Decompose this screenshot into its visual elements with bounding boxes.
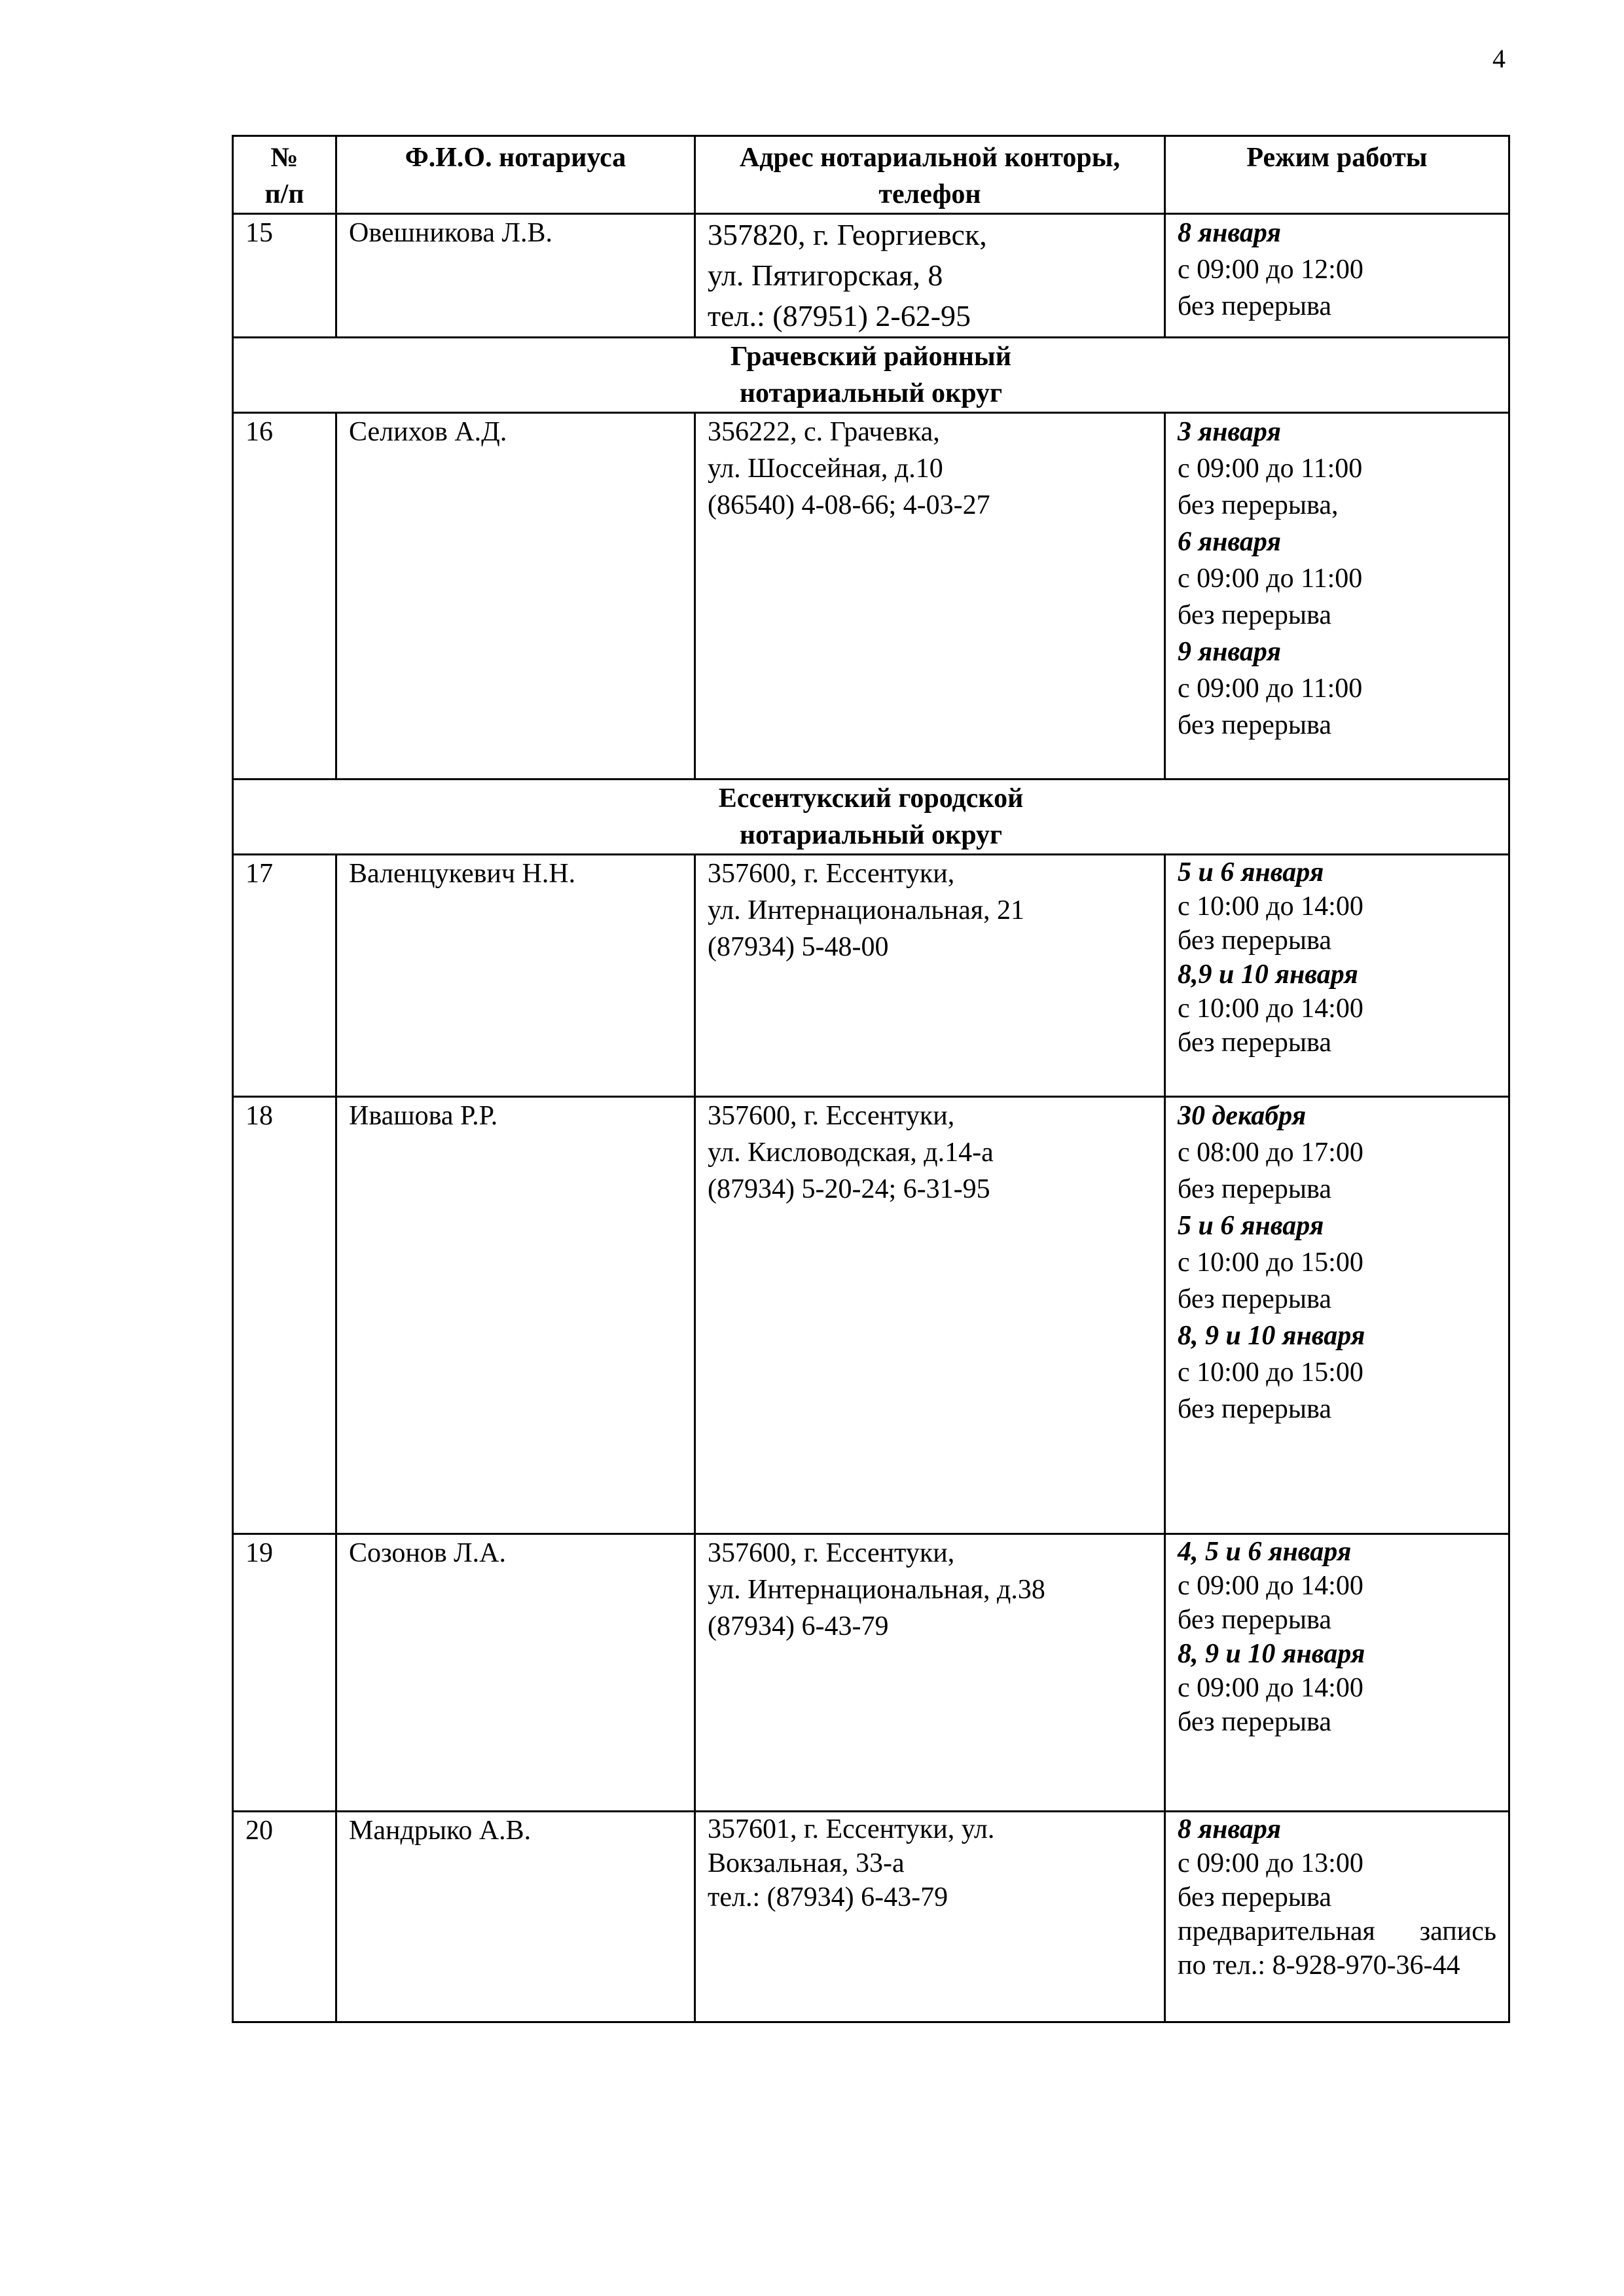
work-schedule <box>1165 413 1509 780</box>
header-num <box>233 136 336 214</box>
section-row <box>233 780 1509 855</box>
schedule-note: без перерыва <box>1178 1707 1331 1737</box>
notary-name: Валенцукевич Н.Н. <box>336 855 695 1097</box>
notary-address <box>695 214 1165 338</box>
schedule-hours: с 10:00 до 14:00 <box>1178 994 1363 1024</box>
address-line: 357820, г. Георгиевск, <box>708 218 987 251</box>
notary-address <box>695 1097 1165 1534</box>
address-line: 356222, с. Грачевка, <box>708 417 940 447</box>
table-row <box>233 855 1509 1097</box>
address-line: 357601, г. Ессентуки, ул. <box>708 1814 995 1844</box>
address-line: ул. Интернациональная, д.38 <box>708 1575 1045 1605</box>
schedule-day: 5 и 6 января <box>1178 857 1324 888</box>
row-num: 16 <box>233 413 336 780</box>
schedule-day: 30 декабря <box>1178 1101 1307 1131</box>
schedule-hours: с 10:00 до 14:00 <box>1178 891 1363 922</box>
header-schedule: Режим работы <box>1165 136 1509 214</box>
notary-name: Селихов А.Д. <box>336 413 695 780</box>
address-line: (87934) 5-20-24; 6-31-95 <box>708 1174 990 1204</box>
work-schedule <box>1165 1097 1509 1534</box>
notary-name: Овешникова Л.В. <box>336 214 695 338</box>
schedule-note: без перерыва, <box>1178 490 1339 520</box>
address-line: ул. Пятигорская, 8 <box>708 259 943 292</box>
schedule-note: без перерыва <box>1178 1605 1331 1635</box>
schedule-hours: с 09:00 до 11:00 <box>1178 564 1363 594</box>
section-title-line: нотариальный округ <box>739 378 1003 408</box>
section-title-line: Ессентукский городской <box>718 783 1024 814</box>
table-row <box>233 1812 1509 2022</box>
schedule-note-word: запись <box>1419 1916 1496 1946</box>
schedule-note: без перерыва <box>1178 1882 1331 1912</box>
schedule-note: по тел.: 8-928-970-36-44 <box>1178 1950 1460 1981</box>
schedule-note: без перерыва <box>1178 1284 1331 1314</box>
header-name: Ф.И.О. нотариуса <box>336 136 695 214</box>
table-header-row <box>233 136 1509 214</box>
section-title-essentuki <box>233 780 1509 855</box>
schedule-day: 8,9 и 10 января <box>1178 960 1358 990</box>
section-title-line: нотариальный округ <box>739 820 1003 850</box>
header-address-line: телефон <box>878 179 981 209</box>
address-line: 357600, г. Ессентуки, <box>708 1101 955 1131</box>
schedule-day: 5 и 6 января <box>1178 1211 1324 1241</box>
schedule-day: 6 января <box>1178 527 1282 557</box>
table-row <box>233 1534 1509 1812</box>
notary-address <box>695 855 1165 1097</box>
schedule-note: без перерыва <box>1178 600 1331 630</box>
schedule-day: 9 января <box>1178 637 1282 667</box>
schedule-hours: с 10:00 до 15:00 <box>1178 1247 1363 1278</box>
schedule-day: 8 января <box>1178 218 1282 248</box>
address-line: (86540) 4-08-66; 4-03-27 <box>708 490 990 520</box>
schedule-hours: с 09:00 до 14:00 <box>1178 1571 1363 1601</box>
address-line: (87934) 6-43-79 <box>708 1611 889 1641</box>
notary-address <box>695 1812 1165 2022</box>
work-schedule <box>1165 1534 1509 1812</box>
row-num: 19 <box>233 1534 336 1812</box>
schedule-note: без перерыва <box>1178 1394 1331 1424</box>
header-num-line: № <box>270 143 298 173</box>
schedule-hours: с 09:00 до 11:00 <box>1178 454 1363 484</box>
row-num: 20 <box>233 1812 336 2022</box>
notary-name: Ивашова Р.Р. <box>336 1097 695 1534</box>
schedule-note: без перерыва <box>1178 1028 1331 1058</box>
row-num: 15 <box>233 214 336 338</box>
notary-name: Мандрыко А.В. <box>336 1812 695 2022</box>
schedule-hours: с 09:00 до 13:00 <box>1178 1848 1363 1878</box>
header-address <box>695 136 1165 214</box>
schedule-hours: с 10:00 до 15:00 <box>1178 1357 1363 1388</box>
header-num-line: п/п <box>264 179 304 209</box>
row-num: 18 <box>233 1097 336 1534</box>
address-line: 357600, г. Ессентуки, <box>708 1538 955 1568</box>
address-line: тел.: (87934) 6-43-79 <box>708 1882 948 1912</box>
work-schedule <box>1165 1812 1509 2022</box>
page-number: 4 <box>1492 44 1506 73</box>
address-line: ул. Интернациональная, 21 <box>708 895 1025 925</box>
schedule-hours: с 08:00 до 17:00 <box>1178 1138 1363 1168</box>
address-line: ул. Шоссейная, д.10 <box>708 454 943 484</box>
notary-name: Созонов Л.А. <box>336 1534 695 1812</box>
notary-address <box>695 1534 1165 1812</box>
schedule-note: без перерыва <box>1178 291 1331 321</box>
schedule-day: 4, 5 и 6 января <box>1178 1537 1352 1567</box>
notary-address <box>695 413 1165 780</box>
schedule-note: без перерыва <box>1178 1174 1331 1204</box>
schedule-hours: с 09:00 до 12:00 <box>1178 255 1363 285</box>
address-line: тел.: (87951) 2-62-95 <box>708 299 971 332</box>
section-row <box>233 338 1509 413</box>
header-address-line: Адрес нотариальной конторы, <box>739 143 1121 173</box>
work-schedule <box>1165 855 1509 1097</box>
schedule-day: 8 января <box>1178 1814 1282 1844</box>
table-row <box>233 413 1509 780</box>
row-num: 17 <box>233 855 336 1097</box>
address-line: Вокзальная, 33-а <box>708 1848 905 1878</box>
schedule-day: 3 января <box>1178 417 1282 447</box>
work-schedule <box>1165 214 1509 338</box>
schedule-note-word: предварительная <box>1178 1916 1375 1946</box>
table-row <box>233 214 1509 338</box>
schedule-note: без перерыва <box>1178 710 1331 740</box>
section-title-line: Грачевский районный <box>731 342 1011 372</box>
table-row <box>233 1097 1509 1534</box>
notary-schedule-table <box>232 135 1510 2023</box>
address-line: (87934) 5-48-00 <box>708 932 889 962</box>
section-title-grachevsky <box>233 338 1509 413</box>
schedule-hours: с 09:00 до 14:00 <box>1178 1673 1363 1703</box>
schedule-hours: с 09:00 до 11:00 <box>1178 673 1363 704</box>
address-line: 357600, г. Ессентуки, <box>708 859 955 889</box>
schedule-day: 8, 9 и 10 января <box>1178 1321 1365 1351</box>
address-line: ул. Кисловодская, д.14-а <box>708 1138 994 1168</box>
schedule-day: 8, 9 и 10 января <box>1178 1639 1365 1669</box>
schedule-note: без перерыва <box>1178 925 1331 956</box>
schedule-note <box>1178 1914 1496 1948</box>
